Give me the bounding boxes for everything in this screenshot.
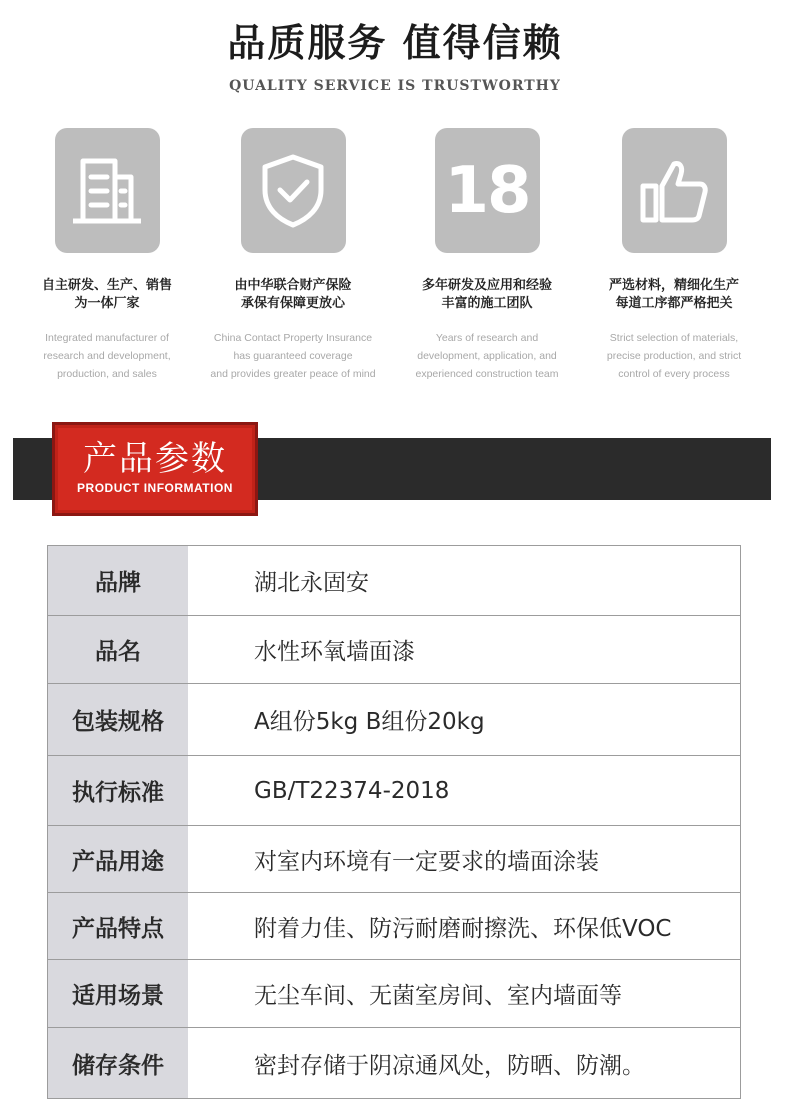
table-row <box>48 616 741 684</box>
table-row <box>48 960 741 1028</box>
feature-title: 由中华联合财产保险 承保有保障更放心 <box>234 278 352 311</box>
table-row <box>48 893 741 960</box>
building-icon <box>55 128 160 253</box>
section-title: 产品参数 <box>83 439 227 479</box>
feature-description: Years of research and development, application, and experienced construction team <box>415 332 559 380</box>
table-row <box>48 546 741 616</box>
spec-value: 附着力佳、防污耐磨耐擦洗、环保低VOC <box>188 893 741 960</box>
table-row <box>48 1028 741 1099</box>
product-spec-table <box>47 545 741 1099</box>
spec-key: 产品特点 <box>48 893 189 960</box>
spec-value: 对室内环境有一定要求的墙面涂装 <box>188 826 741 893</box>
table-row <box>48 826 741 893</box>
feature-strict-materials <box>581 128 767 383</box>
feature-experienced-team <box>394 128 580 383</box>
feature-description: China Contact Property Insurance has guaranteed coverage and provides greater peace of mind <box>210 332 376 380</box>
number-18-label: 18 <box>444 153 530 228</box>
feature-title: 多年研发及应用和经验 丰富的施工团队 <box>421 278 552 311</box>
spec-value: 水性环氧墙面漆 <box>188 616 741 684</box>
spec-value: A组份5kg B组份20kg <box>188 684 741 756</box>
feature-description: Strict selection of materials, precise production, and strict control of every process <box>606 332 742 380</box>
spec-value: GB/T22374-2018 <box>188 756 741 826</box>
spec-key: 适用场景 <box>48 960 189 1028</box>
spec-key: 包装规格 <box>48 684 189 756</box>
page-subtitle: QUALITY SERVICE IS TRUSTWORTHY <box>229 78 561 94</box>
spec-key: 储存条件 <box>48 1028 189 1099</box>
page-title: 品质服务 值得信赖 <box>227 21 563 65</box>
feature-title: 严选材料，精细化生产 每道工序都严格把关 <box>608 278 739 311</box>
table-row <box>48 756 741 826</box>
spec-key: 品牌 <box>48 546 189 616</box>
number-18-icon <box>435 128 540 253</box>
section-subtitle: PRODUCT INFORMATION <box>77 481 233 495</box>
spec-key: 执行标准 <box>48 756 189 826</box>
spec-value: 湖北永固安 <box>188 546 741 616</box>
spec-value: 密封存储于阴凉通风处，防晒、防潮。 <box>188 1028 741 1099</box>
spec-key: 产品用途 <box>48 826 189 893</box>
shield-check-icon <box>241 128 346 253</box>
feature-title: 自主研发、生产、销售 为一体厂家 <box>41 278 172 311</box>
table-row <box>48 684 741 756</box>
spec-key: 品名 <box>48 616 189 684</box>
section-banner-badge <box>55 425 255 513</box>
feature-insurance <box>200 128 386 383</box>
feature-description: Integrated manufacturer of research and development, production, and sales <box>43 332 171 380</box>
feature-integrated-manufacturer <box>14 128 200 383</box>
spec-value: 无尘车间、无菌室房间、室内墙面等 <box>188 960 741 1028</box>
thumbs-up-icon <box>622 128 727 253</box>
